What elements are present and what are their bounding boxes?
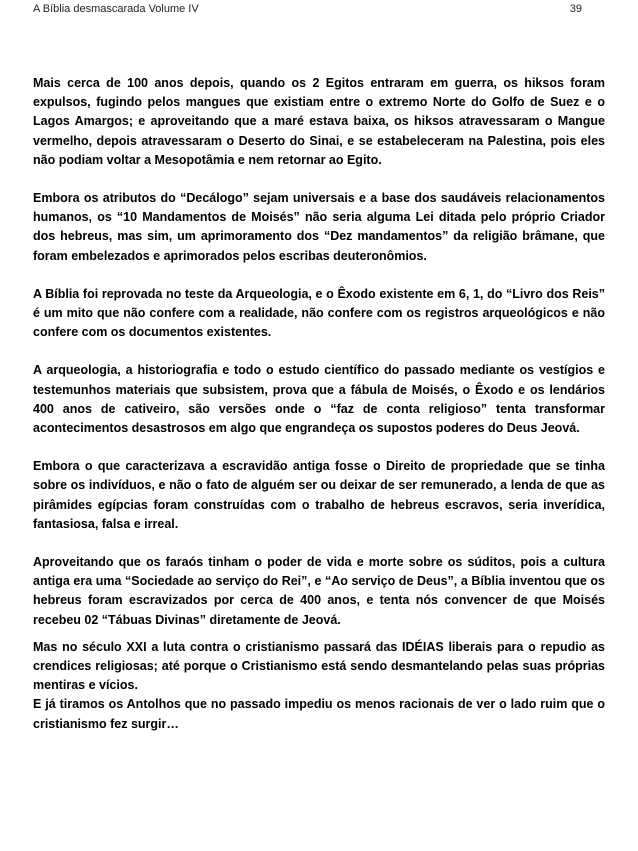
page-header [33,2,582,16]
paragraph-arqueologia-biblia: A Bíblia foi reprovada no teste da Arqueologia, e o Êxodo existente em 6, 1, do “Livro dos Reis” é um mito que não confere com a realidade, não confere com os registros arqueológicos e não confere com os documentos existentes. [33,286,605,340]
paragraph-faraos: Aproveitando que os faraós tinham o poder de vida e morte sobre os súditos, pois a cultura antiga era uma “Sociedade ao serviço do Rei”, e “Ao serviço de Deus”, a Bíblia inventou que os hebreus foram escravizados por cerca de 400 anos, e tenta nós convencer de que Moisés recebeu 02 “Tábuas Divinas” diretamente de Jeová. [33,555,605,627]
paragraph-antolhos: E já tiramos os Antolhos que no passado impediu os menos racionais de ver o lado ruim que o cristianismo fez surgir… [33,697,605,731]
paragraph-escravidao: Embora o que caracterizava a escravidão antiga fosse o Direito de propriedade que se tinha sobre os indivíduos, e não o fato de alguém ser ou deixar de ser remunerado, a lenda de que as pirâmides egípcias foram construídas com o trabalho de hebreus escravos, seria inverídica, fantasiosa, falsa e irreal. [33,459,605,531]
document-body [33,74,605,734]
document-title: A Bíblia desmascarada Volume IV [33,3,199,15]
paragraph-seculo-xxi: Mas no século XXI a luta contra o cristianismo passará das IDÉIAS liberais para o repudio as crendices religiosas; até porque o Cristianismo está sendo desmantelando pelas suas próprias mentiras e vícios. [33,639,605,693]
page-number: 39 [569,3,582,15]
paragraph-hiksos: Mais cerca de 100 anos depois, quando os 2 Egitos entraram em guerra, os hiksos foram expulsos, fugindo pelos mangues que existiam entre o extremo Norte do Golfo de Suez e o Lagos Amargos; e aproveitando que a maré estava baixa, os hiksos atravessaram o Mangue vermelho, depois atravessaram o Deserto do Sinai, e se estabeleceram na Palestina, pois eles não podiam voltar a Mesopotâmia e nem retornar ao Egito. [33,76,605,167]
paragraph-decalogo: Embora os atributos do “Decálogo” sejam universais e a base dos saudáveis relacionamentos humanos, os “10 Mandamentos de Moisés” não seria alguma Lei ditada pelo próprio Criador dos hebreus, mas sim, um aprimoramento dos “Dez mandamentos” da religião brâmane, que foram embelezados e aprimorados pelos escribas deuteronômios. [33,191,605,263]
paragraph-historiografia: A arqueologia, a historiografia e todo o estudo científico do passado mediante os vestígios e testemunhos materiais que subsistem, prova que a fábula de Moisés, o Êxodo e os lendários 400 anos de cativeiro, são versões onde o “faz de conta religioso” tenta transformar acontecimentos desastrosos em algo que engrandeça os supostos poderes do Deus Jeová. [33,363,605,436]
